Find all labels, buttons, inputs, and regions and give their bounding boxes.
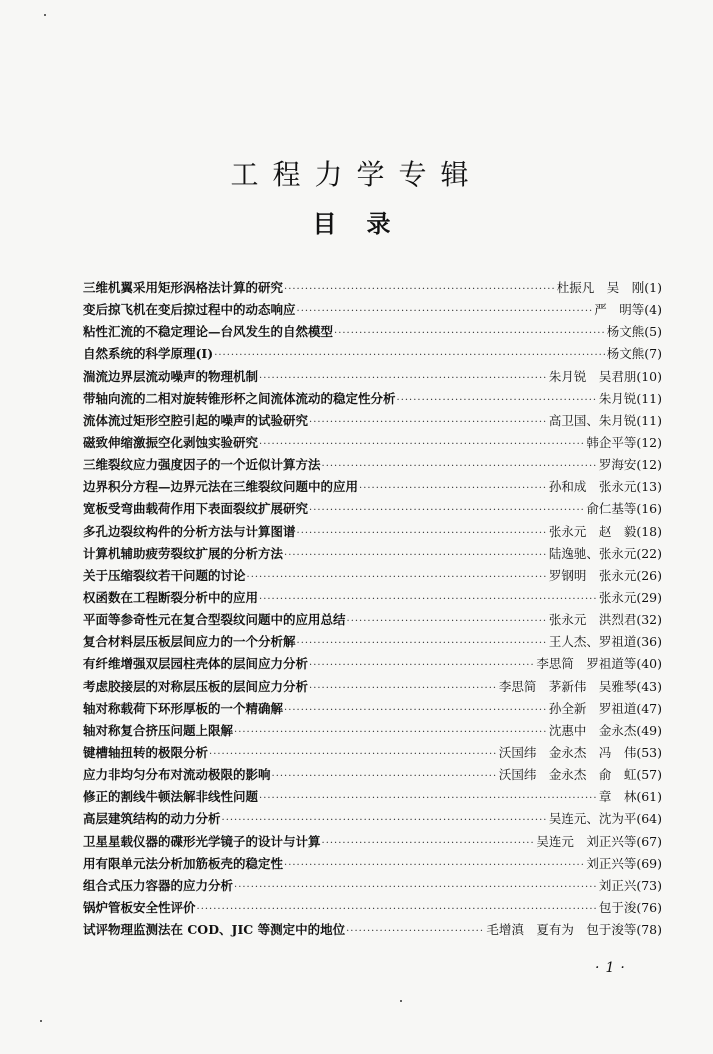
toc-entry-title: 修正的割线牛顿法解非线性问题: [83, 789, 259, 805]
toc-entry: [83, 676, 662, 698]
toc-leader-dots: [322, 456, 598, 478]
toc-leader-dots: [347, 611, 548, 633]
toc-entry-title: 变后掠飞机在变后掠过程中的动态响应: [83, 302, 296, 318]
toc-entry-author-page: 孙全新 罗祖道(47): [548, 700, 662, 716]
toc-entry: [83, 609, 662, 631]
toc-entry-author-page: 章 林(61): [598, 789, 662, 805]
toc-leader-dots: [259, 589, 598, 611]
toc-leader-dots: [234, 722, 548, 744]
toc-entry-title: 复合材料层压板层间应力的一个分析解: [83, 634, 296, 650]
toc-leader-dots: [234, 877, 598, 899]
toc-entry-title: 平面等参奇性元在复合型裂纹问题中的应用总结: [83, 612, 346, 628]
toc-entry-title: 考虑胶接层的对称层压板的层间应力分析: [83, 678, 309, 694]
scan-speck: [400, 1000, 402, 1002]
toc-entry-title: 权函数在工程断裂分析中的应用: [83, 589, 259, 605]
toc-entry-author-page: 严 明等(4): [594, 302, 662, 318]
toc-entry-author-page: 陆逸驰、张永元(22): [548, 545, 662, 561]
toc-leader-dots: [259, 368, 548, 390]
toc-entry: [83, 343, 662, 365]
toc-entry-title: 试评物理监测法在 COD、JIC 等测定中的地位: [83, 922, 346, 938]
toc-leader-dots: [334, 323, 606, 345]
toc-entry: [83, 875, 662, 897]
toc-entry: [83, 720, 662, 742]
toc-leader-dots: [346, 921, 485, 943]
toc-entry: [83, 587, 662, 609]
toc-leader-dots: [297, 301, 594, 323]
toc-entry: [83, 321, 662, 343]
toc-leader-dots: [359, 478, 548, 500]
toc-leader-dots: [247, 567, 548, 589]
toc-entry-author-page: 韩企平等(12): [586, 434, 662, 450]
toc-entry: [83, 521, 662, 543]
toc-entry-title: 高层建筑结构的动力分析: [83, 811, 221, 827]
toc-entry: [83, 432, 662, 454]
toc-entry-author-page: 毛增滇 夏有为 包于浚等(78): [486, 922, 662, 938]
toc-entry-author-page: 杨文熊(5): [606, 324, 662, 340]
toc-entry-author-page: 杜振凡 吴 刚(1): [556, 280, 662, 295]
toc-entry-author-page: 罗海安(12): [598, 457, 662, 473]
toc-entry-title: 三维机翼采用矩形涡格法计算的研究: [83, 280, 284, 295]
toc-entry-author-page: 沃国纬 金永杰 冯 伟(53): [498, 744, 662, 760]
toc-entry: [83, 698, 662, 720]
toc-entry: [83, 498, 662, 520]
toc-entry-title: 自然系统的科学原理(Ⅰ): [83, 346, 214, 362]
toc-entry-title: 带轴向流的二相对旋转锥形杯之间流体流动的稳定性分析: [83, 390, 396, 406]
toc-leader-dots: [259, 434, 585, 456]
toc-entry: [83, 786, 662, 808]
toc-leader-dots: [272, 766, 498, 788]
toc-leader-dots: [309, 655, 535, 677]
toc-leader-dots: [284, 855, 585, 877]
toc-entry-author-page: 高卫国、朱月锐(11): [548, 412, 662, 428]
toc-leader-dots: [197, 899, 598, 921]
toc-entry-title: 卫星星载仪器的碟形光学镜子的设计与计算: [83, 833, 321, 849]
toc-entry-title: 组合式压力容器的应力分析: [83, 877, 234, 893]
toc-entry-title: 粘性汇流的不稳定理论—台风发生的自然模型: [83, 324, 334, 340]
toc-entry: [83, 808, 662, 830]
toc-entry-title: 用有限单元法分析加筋板壳的稳定性: [83, 855, 284, 871]
toc-entry: [83, 454, 662, 476]
toc-entry-author-page: 沈惠中 金永杰(49): [548, 722, 662, 738]
toc-entry: [83, 897, 662, 919]
toc-leader-dots: [214, 345, 606, 367]
toc-entry-author-page: 朱月锐 吴君朋(10): [548, 368, 662, 384]
toc-entry-title: 三维裂纹应力强度因子的一个近似计算方法: [83, 457, 321, 473]
toc-leader-dots: [284, 279, 556, 301]
toc-entry: [83, 299, 662, 321]
toc-entry: [83, 831, 662, 853]
toc-entry: [83, 653, 662, 675]
toc-leader-dots: [284, 700, 548, 722]
contents-heading-right: 录: [366, 209, 401, 238]
toc-entry-title: 宽板受弯曲载荷作用下表面裂纹扩展研究: [83, 501, 309, 517]
toc-entry-title: 磁致伸缩激振空化剥蚀实验研究: [83, 434, 259, 450]
toc-entry-author-page: 孙和成 张永元(13): [548, 479, 662, 495]
toc-entry: [83, 366, 662, 388]
toc-entry: [83, 410, 662, 432]
toc-entry-author-page: 张永元 洪烈君(32): [548, 612, 662, 628]
toc-entry: [83, 631, 662, 653]
toc-leader-dots: [322, 833, 536, 855]
contents-heading-left: 目: [312, 209, 347, 238]
toc-entry: [83, 764, 662, 786]
contents-heading: [0, 204, 713, 239]
toc-entry-author-page: 包于浚(76): [598, 899, 662, 915]
scan-speck: [40, 1020, 42, 1022]
toc-leader-dots: [209, 744, 498, 766]
toc-entry: [83, 476, 662, 498]
toc-entry-title: 边界积分方程—边界元法在三维裂纹问题中的应用: [83, 479, 359, 495]
toc-entry-author-page: 罗钢明 张永元(26): [548, 567, 662, 583]
toc-entry: [83, 565, 662, 587]
scan-speck: [44, 14, 46, 16]
toc-leader-dots: [309, 500, 585, 522]
toc-leader-dots: [284, 545, 548, 567]
table-of-contents: [83, 277, 662, 941]
toc-entry-author-page: 张永元(29): [598, 589, 662, 605]
toc-entry-author-page: 李思简 茅新伟 吴雅琴(43): [498, 678, 662, 694]
page-number: ·1·: [595, 960, 631, 976]
toc-entry: [83, 919, 662, 941]
toc-entry-title: 关于压缩裂纹若干问题的讨论: [83, 567, 246, 583]
toc-leader-dots: [397, 390, 598, 412]
toc-entry-author-page: 沃国纬 金永杰 俞 虹(57): [498, 767, 662, 783]
toc-entry-title: 湍流边界层流动噪声的物理机制: [83, 368, 259, 384]
page-title: 工程力学专辑: [230, 158, 483, 191]
toc-entry-author-page: 吴连元 刘正兴等(67): [536, 833, 662, 849]
toc-leader-dots: [222, 810, 548, 832]
toc-entry: [83, 277, 662, 299]
toc-entry-author-page: 李思简 罗祖道等(40): [536, 656, 662, 672]
toc-entry-title: 计算机辅助疲劳裂纹扩展的分析方法: [83, 545, 284, 561]
toc-entry-author-page: 杨文熊(7): [606, 346, 662, 362]
toc-leader-dots: [259, 788, 598, 810]
toc-entry-title: 轴对称复合挤压问题上限解: [83, 722, 234, 738]
toc-entry-author-page: 吴连元、沈为平(64): [548, 811, 662, 827]
toc-leader-dots: [297, 523, 548, 545]
toc-entry-author-page: 王人杰、罗祖道(36): [548, 634, 662, 650]
toc-entry: [83, 388, 662, 410]
toc-entry-title: 轴对称载荷下环形厚板的一个精确解: [83, 700, 284, 716]
toc-entry-author-page: 朱月锐(11): [598, 390, 662, 406]
toc-entry-author-page: 刘正兴等(69): [586, 855, 662, 871]
toc-entry-author-page: 张永元 赵 毅(18): [548, 523, 662, 539]
toc-entry: [83, 853, 662, 875]
toc-entry-title: 有纤维增强双层园柱壳体的层间应力分析: [83, 656, 309, 672]
toc-entry-title: 流体流过矩形空腔引起的噪声的试验研究: [83, 412, 309, 428]
toc-leader-dots: [309, 412, 548, 434]
toc-entry: [83, 742, 662, 764]
toc-entry: [83, 543, 662, 565]
toc-entry-author-page: 俞仁基等(16): [586, 501, 662, 517]
toc-entry-author-page: 刘正兴(73): [598, 877, 662, 893]
toc-leader-dots: [309, 678, 498, 700]
toc-entry-title: 键槽轴扭转的极限分析: [83, 744, 209, 760]
toc-leader-dots: [297, 633, 548, 655]
toc-entry-title: 多孔边裂纹构件的分析方法与计算图谱: [83, 523, 296, 539]
toc-entry-title: 应力非均匀分布对流动极限的影响: [83, 767, 271, 783]
toc-entry-title: 锅炉管板安全性评价: [83, 899, 196, 915]
